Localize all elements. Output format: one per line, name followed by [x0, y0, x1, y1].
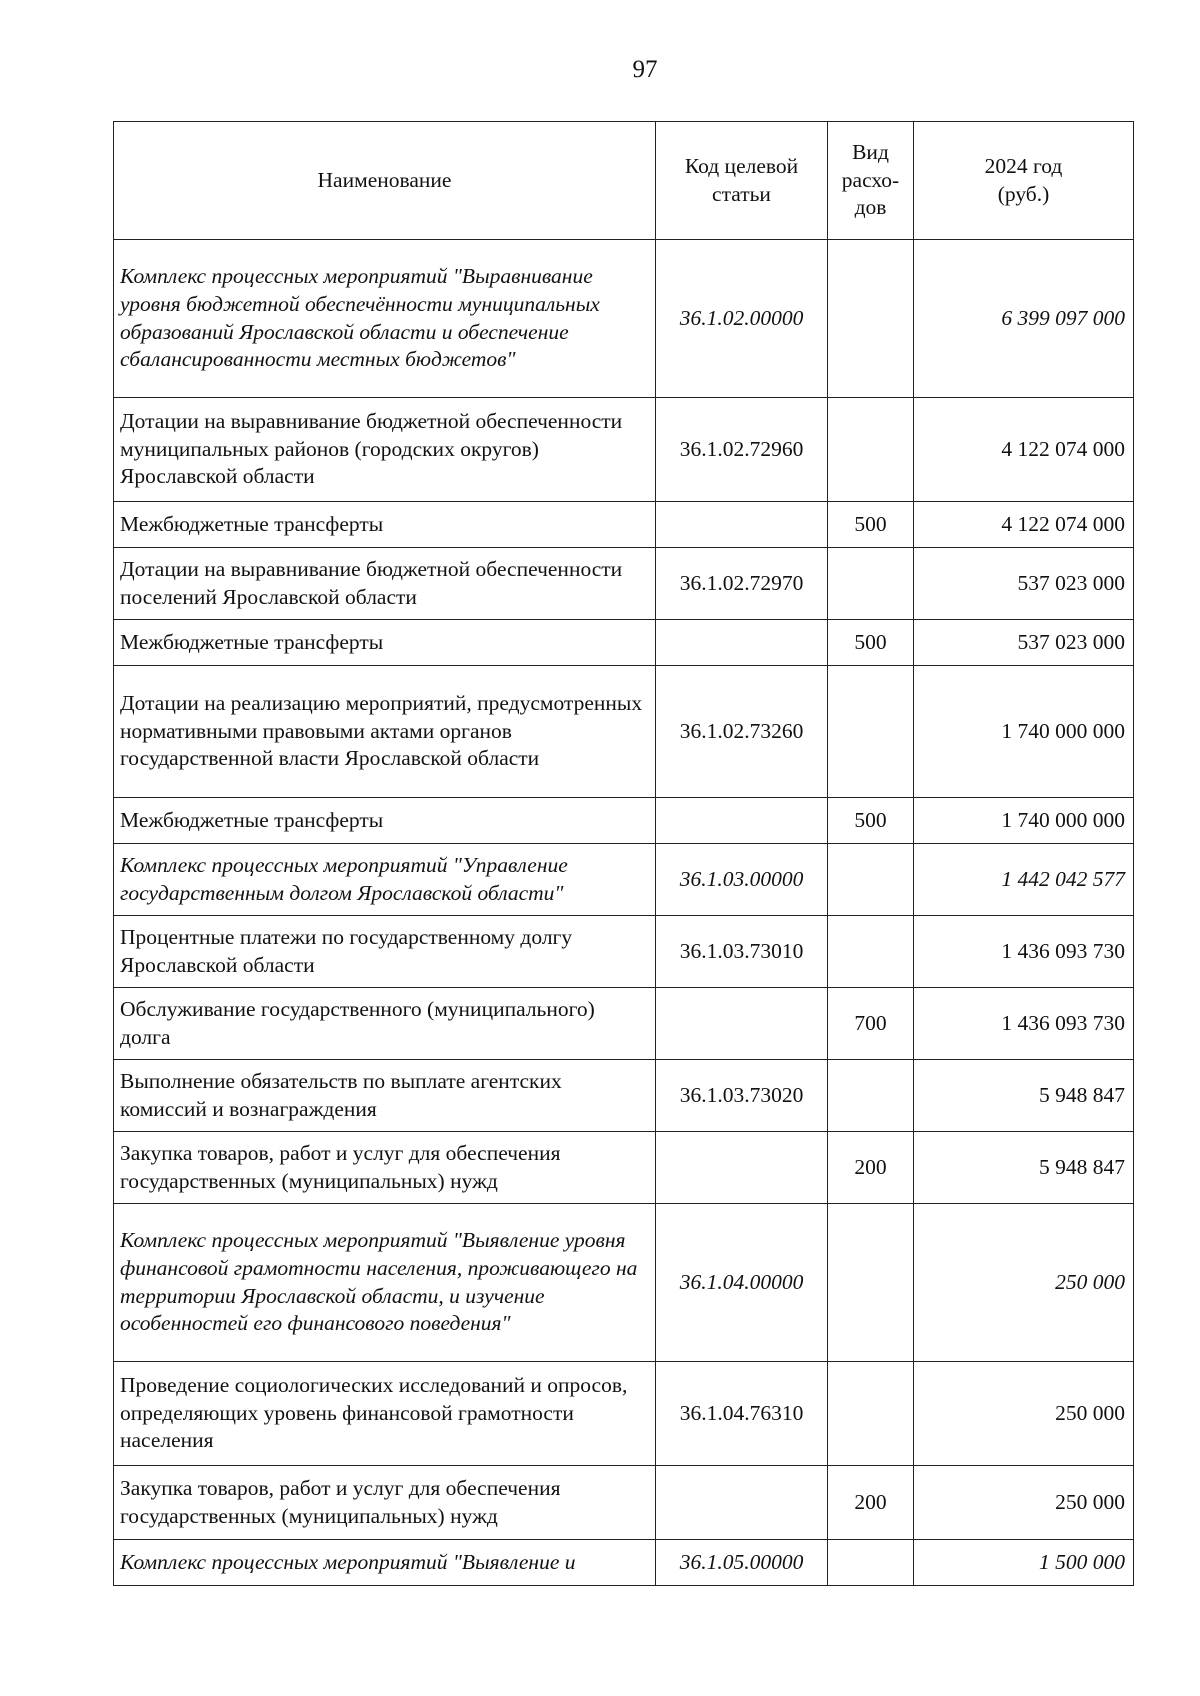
row-name-cell: Проведение социологических исследований и опросов, определяющих уровень финансовой грамотности населения	[114, 1362, 656, 1466]
row-kind-cell	[828, 1060, 914, 1132]
table-row	[114, 1362, 1134, 1466]
row-name-cell: Дотации на выравнивание бюджетной обеспеченности муниципальных районов (городских округов) Ярославской области	[114, 398, 656, 502]
row-kind-cell: 200	[828, 1466, 914, 1540]
row-code-cell	[656, 1466, 828, 1540]
row-code-cell: 36.1.04.76310	[656, 1362, 828, 1466]
header-kind-label: Вид расхо-дов	[841, 140, 900, 220]
row-kind-cell	[828, 398, 914, 502]
row-code-cell	[656, 620, 828, 666]
table-body	[114, 240, 1134, 1586]
row-amount-cell: 250 000	[914, 1362, 1134, 1466]
row-code-cell: 36.1.02.72970	[656, 548, 828, 620]
row-name-cell: Выполнение обязательств по выплате агентских комиссий и вознаграждения	[114, 1060, 656, 1132]
row-code-cell: 36.1.02.72960	[656, 398, 828, 502]
row-code-cell: 36.1.05.00000	[656, 1540, 828, 1586]
row-amount-cell: 1 740 000 000	[914, 666, 1134, 798]
table-row	[114, 666, 1134, 798]
table-row	[114, 988, 1134, 1060]
table-row	[114, 916, 1134, 988]
row-code-cell	[656, 988, 828, 1060]
row-kind-cell: 500	[828, 798, 914, 844]
row-kind-cell	[828, 666, 914, 798]
row-kind-cell	[828, 240, 914, 398]
row-kind-cell	[828, 1540, 914, 1586]
row-kind-cell	[828, 844, 914, 916]
row-code-cell: 36.1.02.00000	[656, 240, 828, 398]
row-amount-cell: 1 740 000 000	[914, 798, 1134, 844]
row-name-cell: Комплекс процессных мероприятий "Выявление уровня финансовой грамотности населения, проживающего на территории Ярославской области, и изучение особенностей его финансового поведения"	[114, 1204, 656, 1362]
row-kind-cell: 500	[828, 620, 914, 666]
table-row	[114, 1204, 1134, 1362]
table-row	[114, 620, 1134, 666]
row-amount-cell: 1 442 042 577	[914, 844, 1134, 916]
row-code-cell	[656, 798, 828, 844]
table-row	[114, 1540, 1134, 1586]
row-name-cell: Дотации на выравнивание бюджетной обеспеченности поселений Ярославской области	[114, 548, 656, 620]
table-row	[114, 548, 1134, 620]
row-code-cell: 36.1.02.73260	[656, 666, 828, 798]
row-kind-cell: 500	[828, 502, 914, 548]
row-kind-cell: 200	[828, 1132, 914, 1204]
row-amount-cell: 1 436 093 730	[914, 916, 1134, 988]
budget-table	[113, 121, 1134, 1586]
row-name-cell: Процентные платежи по государственному долгу Ярославской области	[114, 916, 656, 988]
row-name-cell: Межбюджетные трансферты	[114, 798, 656, 844]
table-row	[114, 844, 1134, 916]
table-row	[114, 502, 1134, 548]
table-header-row	[114, 122, 1134, 240]
row-code-cell	[656, 502, 828, 548]
table-row	[114, 398, 1134, 502]
table-row	[114, 1466, 1134, 1540]
row-name-cell: Закупка товаров, работ и услуг для обеспечения государственных (муниципальных) нужд	[114, 1132, 656, 1204]
header-kind	[828, 122, 914, 240]
row-code-cell: 36.1.03.73020	[656, 1060, 828, 1132]
table-row	[114, 1132, 1134, 1204]
header-amount	[914, 122, 1134, 240]
row-amount-cell: 1 500 000	[914, 1540, 1134, 1586]
table-row	[114, 1060, 1134, 1132]
header-code-label: Код целевой статьи	[684, 153, 799, 206]
row-code-cell	[656, 1132, 828, 1204]
row-name-cell: Комплекс процессных мероприятий "Выявление и	[114, 1540, 656, 1586]
row-kind-cell: 700	[828, 988, 914, 1060]
row-amount-cell: 1 436 093 730	[914, 988, 1134, 1060]
row-amount-cell: 5 948 847	[914, 1060, 1134, 1132]
row-amount-cell: 6 399 097 000	[914, 240, 1134, 398]
header-amount-label: 2024 год (руб.)	[984, 153, 1063, 206]
row-amount-cell: 537 023 000	[914, 620, 1134, 666]
row-amount-cell: 250 000	[914, 1204, 1134, 1362]
row-kind-cell	[828, 548, 914, 620]
row-name-cell: Дотации на реализацию мероприятий, предусмотренных нормативными правовыми актами органов государственной власти Ярославской области	[114, 666, 656, 798]
row-amount-cell: 537 023 000	[914, 548, 1134, 620]
header-name: Наименование	[114, 122, 656, 240]
page-number: 97	[632, 56, 658, 83]
row-name-cell: Комплекс процессных мероприятий "Управление государственным долгом Ярославской области"	[114, 844, 656, 916]
row-amount-cell: 5 948 847	[914, 1132, 1134, 1204]
row-amount-cell: 4 122 074 000	[914, 398, 1134, 502]
table-row	[114, 240, 1134, 398]
row-name-cell: Обслуживание государственного (муниципального) долга	[114, 988, 656, 1060]
row-name-cell: Межбюджетные трансферты	[114, 620, 656, 666]
row-kind-cell	[828, 916, 914, 988]
row-code-cell: 36.1.04.00000	[656, 1204, 828, 1362]
table-row	[114, 798, 1134, 844]
row-name-cell: Комплекс процессных мероприятий "Выравнивание уровня бюджетной обеспечённости муниципальных образований Ярославской области и обеспечение сбалансированности местных бюджетов"	[114, 240, 656, 398]
header-code	[656, 122, 828, 240]
row-kind-cell	[828, 1362, 914, 1466]
row-name-cell: Закупка товаров, работ и услуг для обеспечения государственных (муниципальных) нужд	[114, 1466, 656, 1540]
row-amount-cell: 4 122 074 000	[914, 502, 1134, 548]
row-amount-cell: 250 000	[914, 1466, 1134, 1540]
row-name-cell: Межбюджетные трансферты	[114, 502, 656, 548]
row-code-cell: 36.1.03.73010	[656, 916, 828, 988]
row-code-cell: 36.1.03.00000	[656, 844, 828, 916]
row-kind-cell	[828, 1204, 914, 1362]
